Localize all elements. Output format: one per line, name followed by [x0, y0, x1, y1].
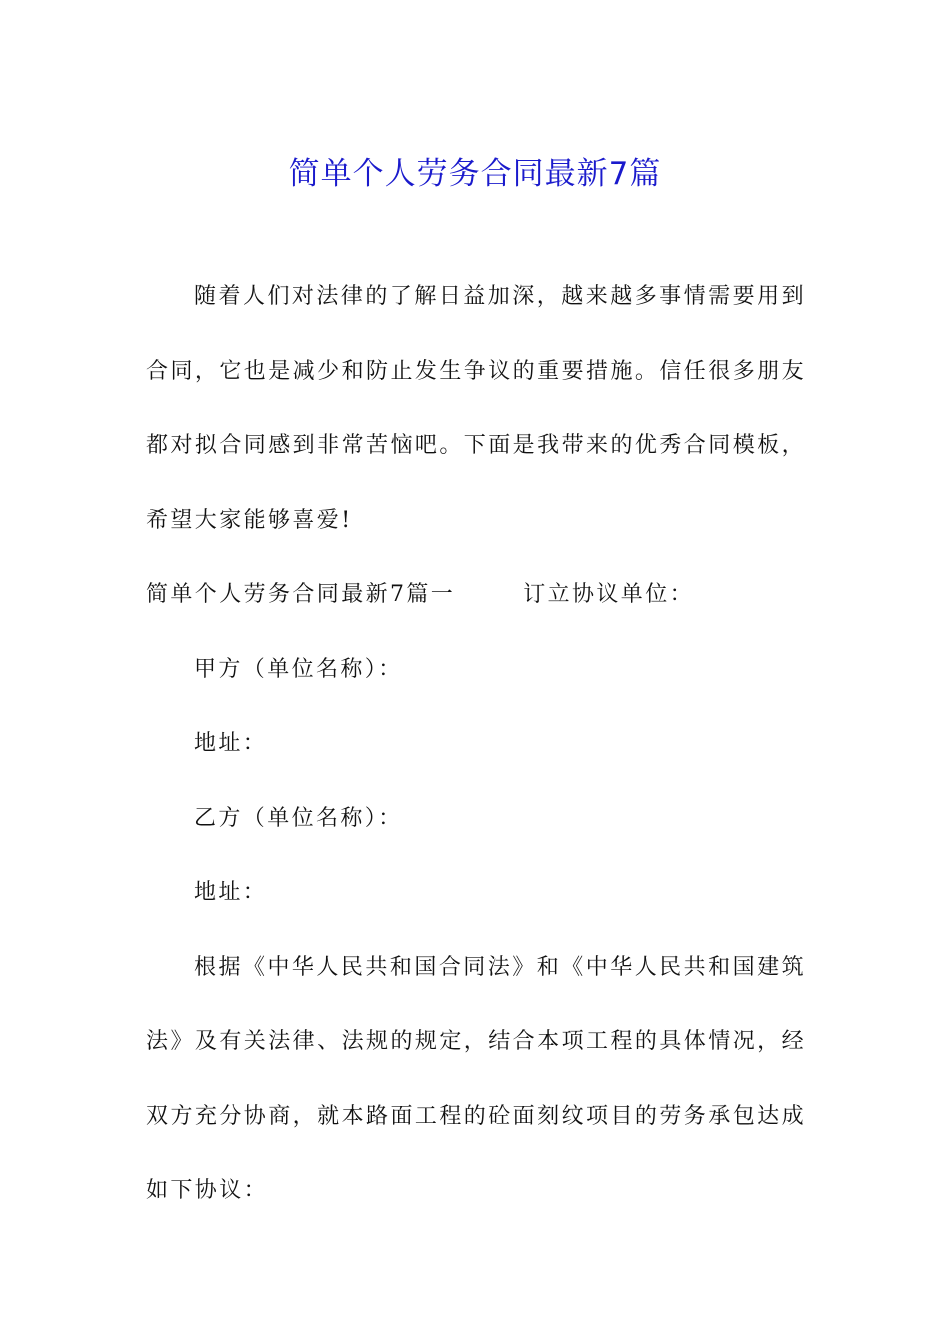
party-b-address-line: 地址： — [194, 880, 268, 905]
section-subtitle: 订立协议单位： — [523, 582, 695, 607]
party-b-line: 乙方（单位名称）： — [194, 805, 403, 831]
document-body — [146, 260, 806, 1229]
basis-paragraph: 根据《中华人民共和国合同法》和《中华人民共和国建筑法》及有关法律、法规的规定，结合本项工程的具体情况，经双方充分协商，就本路面工程的砼面刻纹项目的劳务承包达成如下协议： — [146, 954, 806, 1203]
party-a-address-line: 地址： — [194, 731, 268, 756]
section-heading — [146, 558, 806, 633]
party-a-line: 甲方（单位名称）： — [194, 656, 403, 682]
intro-paragraph: 随着人们对法律的了解日益加深，越来越多事情需要用到合同，它也是减少和防止发生争议的重要措施。信任很多朋友都对拟合同感到非常苦恼吧。下面是我带来的优秀合同模板，希望大家能够喜爱! — [146, 284, 806, 533]
document-title: 简单个人劳务合同最新7篇 — [288, 155, 662, 192]
section-title: 简单个人劳务合同最新7篇一 — [146, 582, 456, 607]
